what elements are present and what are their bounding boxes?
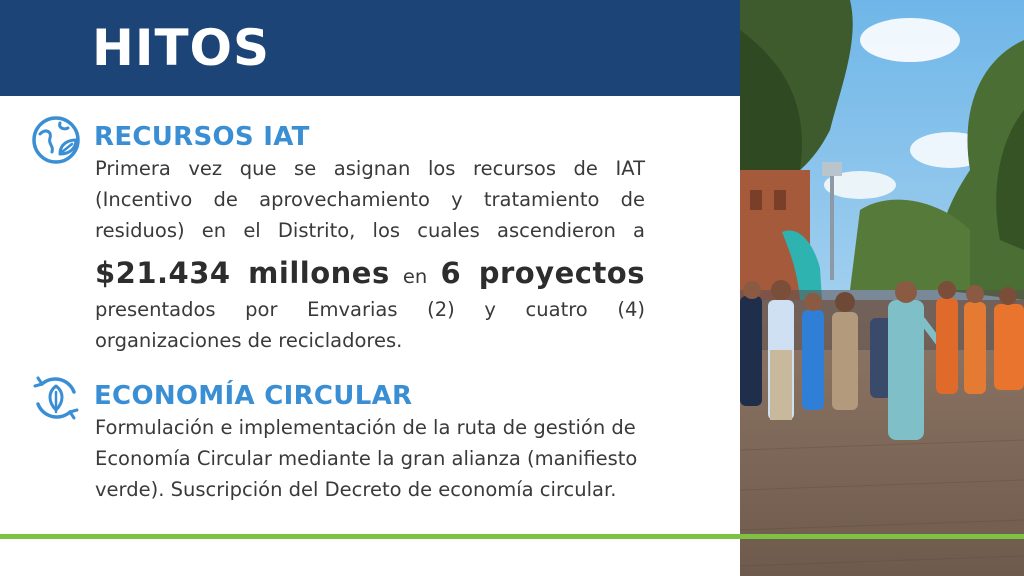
section-body-recursos-iat [95,153,645,246]
connector-text: en [402,265,428,288]
section-title-economia-circular: ECONOMÍA CIRCULAR [94,381,413,411]
body-line: Economía Circular mediante la gran alianza (manifiesto [95,447,638,470]
body-line: verde). Suscripción del Decreto de economía circular. [95,478,617,501]
body-line: (Incentivo de aprovechamiento y tratamiento de [95,188,645,211]
recycle-leaf-icon [30,372,82,424]
projects-highlight: 6 proyectos [440,256,645,290]
section-body-recursos-iat-end [95,294,645,356]
amount-highlight: $21.434 millones [95,256,390,290]
body-line: presentados por Emvarias (2) y cuatro (4) [95,298,645,321]
event-photo [740,0,1024,576]
body-line: residuos) en el Distrito, los cuales ascendieron a [95,219,645,242]
section-title-recursos-iat: RECURSOS IAT [94,122,310,152]
section-body-economia-circular [95,412,655,505]
body-line: Primera vez que se asignan los recursos de IAT [95,157,645,180]
page-title: HITOS [92,19,271,77]
body-line: Formulación e implementación de la ruta de gestión de [95,416,636,439]
footer-rule [0,534,1024,539]
body-line: organizaciones de recicladores. [95,329,403,352]
header-band [0,0,740,96]
globe-leaf-icon [30,114,82,166]
highlight-line [95,250,645,300]
